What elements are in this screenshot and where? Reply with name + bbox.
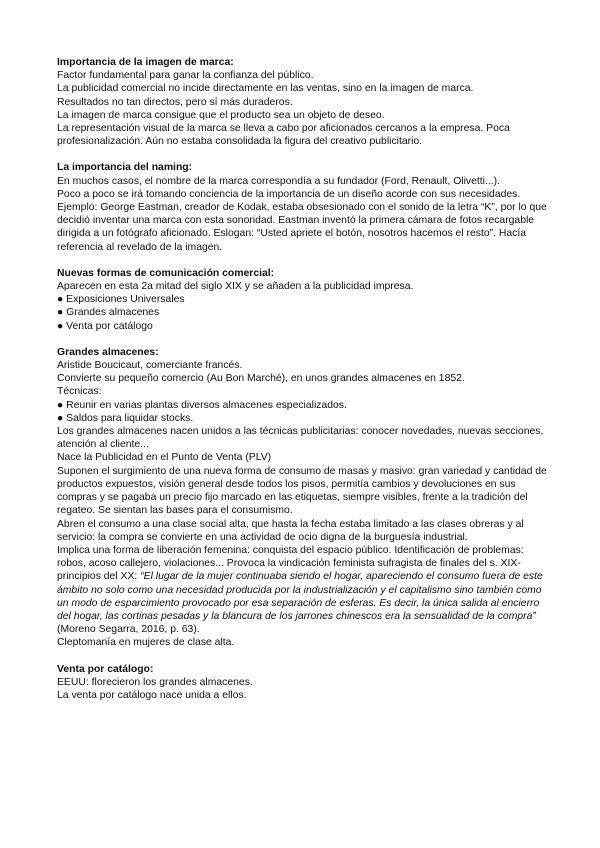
paragraph: Aparecen en esta 2a mitad del siglo XIX y se añaden a la publicidad impresa.	[57, 281, 414, 293]
section-department-stores	[57, 346, 547, 650]
paragraph: Abren el consumo a una clase social alta, que hasta la fecha estaba limitado a las clases obreras y al servicio: la compra se convierte en una actividad de ocio digna de la burguesía industrial.	[57, 518, 524, 543]
paragraph: La publicidad comercial no incide directamente en las ventas, sino en la imagen de marca.	[57, 83, 474, 95]
section-heading: Grandes almacenes:	[57, 346, 159, 358]
paragraph: Cleptomanía en mujeres de clase alta.	[57, 637, 235, 649]
paragraph: Nace la Publicidad en el Punto de Venta (PLV)	[57, 452, 272, 464]
paragraph: En muchos casos, el nombre de la marca correspondía a su fundador (Ford, Renault, Olivetti...).	[57, 175, 500, 187]
bullet-item: ● Saldos para liquidar stocks.	[57, 412, 547, 425]
paragraph: La imagen de marca consigue que el producto sea un objeto de deseo.	[57, 109, 385, 121]
paragraph-with-quote	[57, 544, 547, 636]
paragraph: Resultados no tan directos, pero sí más duraderos.	[57, 96, 293, 108]
paragraph: La representación visual de la marca se lleva a cabo por aficionados cercanos a la empresa. Poca profesionalización. Aún no estaba consolidada la figura del creativo publicitario.	[57, 123, 510, 148]
paragraph: Ejemplo: George Eastman, creador de Kodak, estaba obsesionado con el sonido de la letra “K”, por lo que decidió inventar una marca con esta sonoridad. Eastman inventó la primera cámara de fotos recargable dirigida a un fotógrafo aficionado. Eslogan: “Usted apriete el botón, nosotros hacemos el resto”. Hacía referencia al revelado de la imagen.	[57, 202, 547, 253]
paragraph: Aristide Boucicaut, comerciante francés.	[57, 360, 243, 372]
paragraph-text: Implica una forma de liberación femenina: conquista del espacio público. Identificación de problemas: robos, acoso callejero, violaciones... Provoca la vindicación feminista sufragista de finales del s. XIX-principios del XX:	[57, 544, 524, 583]
paragraph: La venta por catálogo nace unida a ellos.	[57, 689, 247, 701]
section-new-forms	[57, 267, 547, 333]
paragraph: Factor fundamental para ganar la confianza del público.	[57, 70, 314, 82]
section-heading: Nuevas formas de comunicación comercial:	[57, 267, 275, 279]
section-heading: Venta por catálogo:	[57, 663, 154, 675]
paragraph: EEUU: florecieron los grandes almacenes.	[57, 676, 253, 688]
bullet-item: ● Venta por catálogo	[57, 320, 547, 333]
section-catalog-sales	[57, 663, 547, 703]
document-page	[57, 56, 547, 715]
section-heading: La importancia del naming:	[57, 162, 193, 174]
paragraph: Suponen el surgimiento de una nueva forma de consumo de masas y masivo: gran variedad y cantidad de productos expuestos, visión general desde todos los pisos, permitía cambios y devoluciones en sus compras y se pagaba un precio fijo marcado en las etiquetas, siempre visibles, frente a la tradición del regateo. Se sientan las bases para el consumismo.	[57, 465, 547, 517]
section-heading: Importancia de la imagen de marca:	[57, 57, 234, 68]
bullet-item: ● Reunir en varias plantas diversos almacenes especializados.	[57, 399, 547, 412]
citation: (Moreno Segarra, 2016, p. 63).	[57, 624, 200, 636]
section-naming	[57, 161, 547, 253]
quote: “El lugar de la mujer continuaba siendo el hogar, apareciendo el consumo fuera de este ámbito no solo como una necesidad producida por la industrialización y el capitalismo sino también como un modo de esparcimiento provocado por esa separación de esferas. Es decir, la única salida al encierro del hogar, las cortinas pesadas y la blancura de los jarrones chinescos era la sensualidad de la compra”	[57, 571, 543, 622]
paragraph: Técnicas:	[57, 386, 102, 398]
bullet-item: ● Grandes almacenes	[57, 306, 547, 319]
section-brand-image	[57, 56, 547, 148]
bullet-item: ● Exposiciones Universales	[57, 293, 547, 306]
paragraph: Convierte su pequeño comercio (Au Bon Marché), en unos grandes almacenes en 1852.	[57, 373, 465, 385]
paragraph: Poco a poco se irá tomando conciencia de la importancia de un diseño acorde con sus necesidades.	[57, 188, 521, 200]
paragraph: Los grandes almacenes nacen unidos a las técnicas publicitarias: conocer novedades, nuevas secciones, atención al cliente...	[57, 426, 544, 451]
